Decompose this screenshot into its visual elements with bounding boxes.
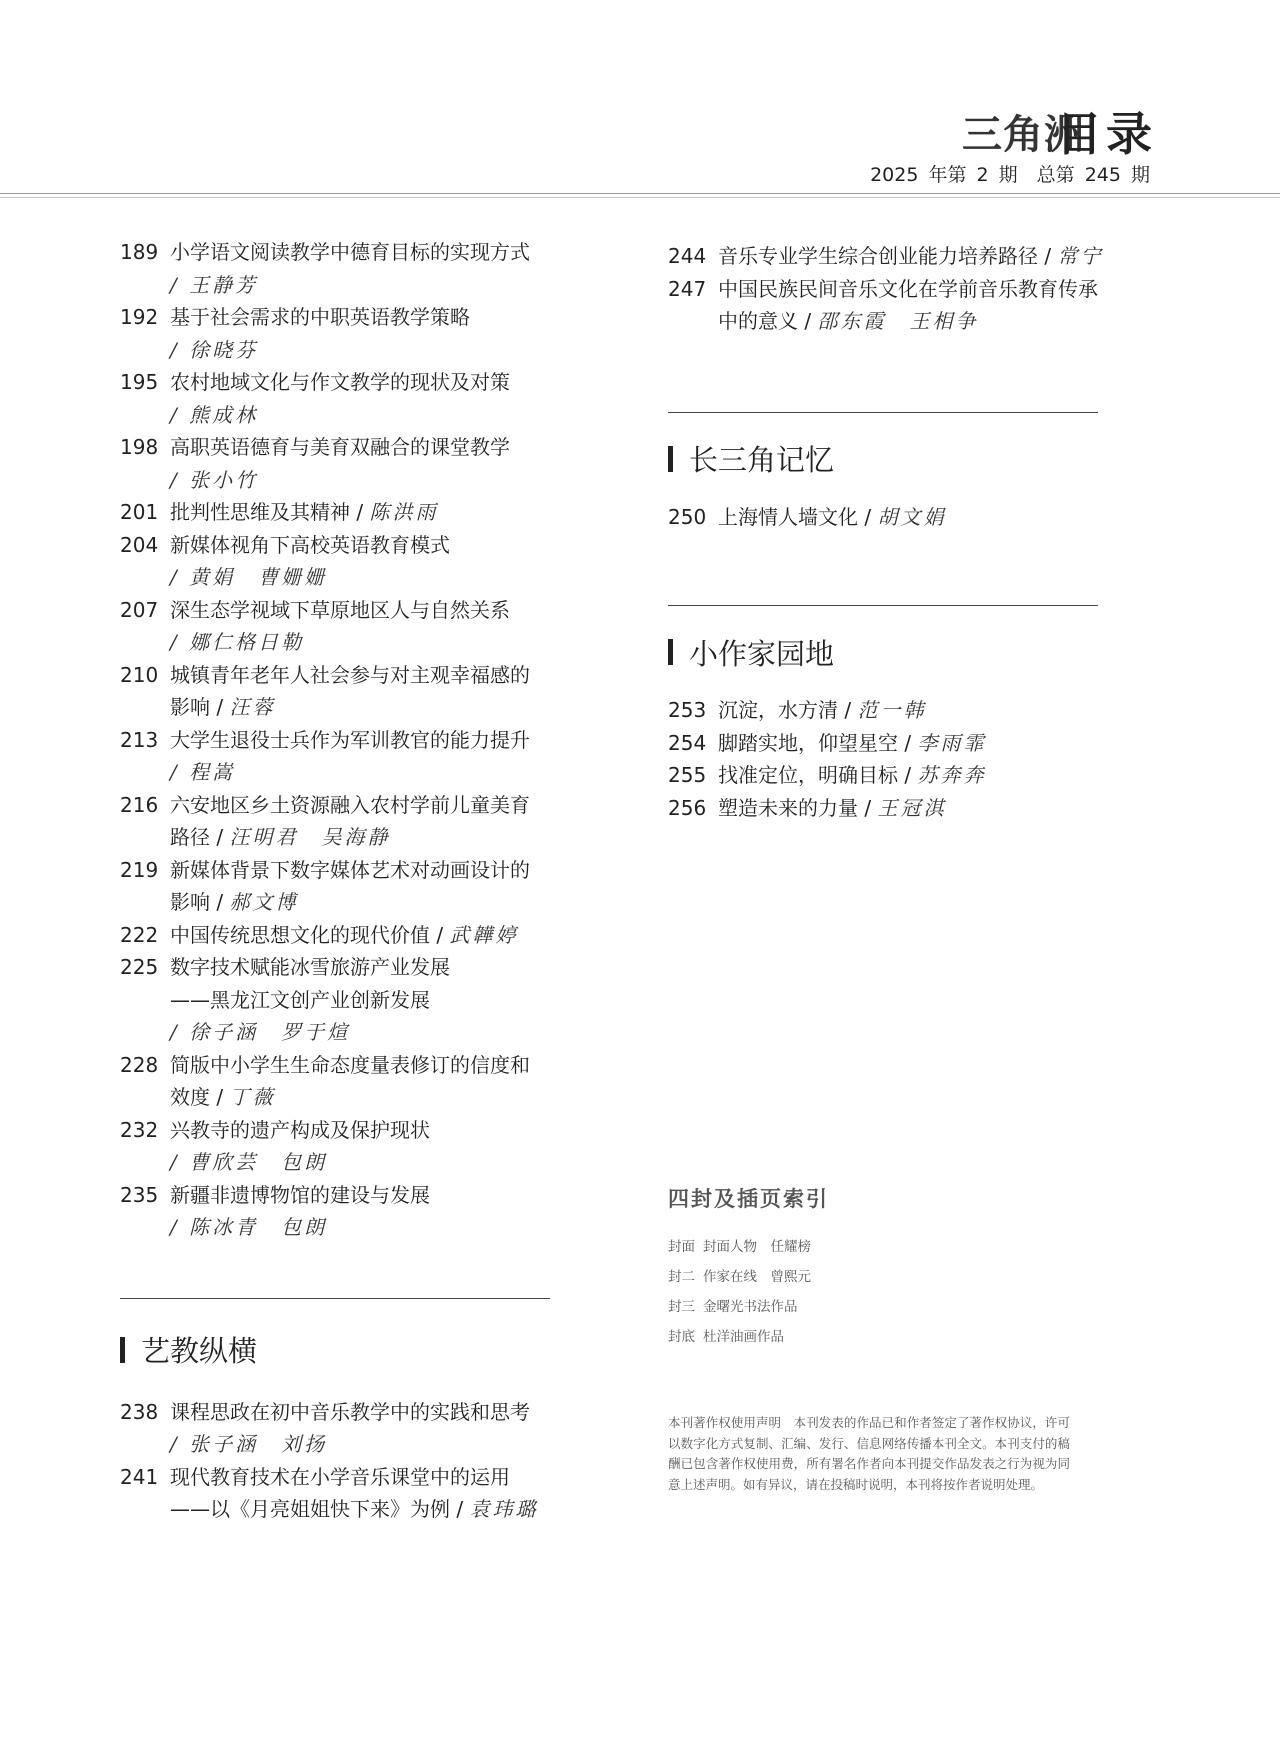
index-key: 封三 [668,1299,695,1315]
article-title: ——黑龙江文创产业创新发展 [170,987,430,1012]
page-number: 247 [668,276,707,301]
page-number: 195 [120,370,159,394]
toc-entry-text [170,529,450,562]
toc-entry [120,1179,580,1244]
toc-list-yijiao [120,1396,580,1526]
page-number: 216 [120,792,159,817]
toc-entry-text [170,789,530,822]
toc-entry-text [718,273,1098,306]
toc-entry-line [120,269,580,302]
toc-entry-text [170,565,327,589]
toc-entry-head [668,759,1148,792]
toc-entry-text [170,301,470,334]
article-author: 王冠淇 [877,795,947,820]
toc-entry [668,727,1148,760]
article-author: / 娜仁格日勒 [170,630,305,654]
article-title: 小学语文阅读教学中德育目标的实现方式 [170,240,530,264]
section-marker-icon [120,1337,125,1363]
article-title: 高职英语德育与美育双融合的课堂教学 [170,435,510,459]
toc-entry [120,724,580,789]
toc-entry-text [170,594,510,627]
article-author: / 程嵩 [170,760,236,784]
toc-entry-line [120,984,580,1017]
article-title: 中国传统思想文化的现代价值 / [170,922,450,947]
section-marker-icon [668,446,673,472]
toc-left-column [120,236,580,1526]
toc-entry [120,431,580,496]
toc-entry [668,501,1148,534]
toc-entry [120,951,580,1049]
index-item [668,1296,811,1326]
page-title: 目录 [1056,107,1156,161]
toc-entry-text [170,951,450,984]
article-title: 上海情人墙文化 / [718,504,878,529]
article-title: 沉淀，水方清 / [718,698,858,722]
index-item [668,1236,811,1266]
toc-entry [120,529,580,594]
toc-entry [120,919,580,952]
index-item [668,1326,811,1356]
page-number: 238 [120,1399,159,1424]
toc-entry-text [170,1396,530,1429]
page-number: 201 [120,500,159,524]
toc-entry [120,854,580,919]
section-heading-label: 长三角记忆 [689,443,835,477]
toc-entry-text [170,496,438,529]
article-title: 批判性思维及其精神 / [170,500,370,524]
article-author: 丁薇 [229,1085,276,1109]
page-number: 210 [120,662,159,687]
toc-list-young [668,694,1148,824]
toc-entry-text [170,468,258,492]
toc-entry-text [718,240,1103,273]
article-title: 基于社会需求的中职英语教学策略 [170,305,470,329]
article-author: / 熊成林 [170,402,259,427]
toc-entry [120,236,580,301]
page-number: 228 [120,1052,159,1077]
toc-entry [668,759,1148,792]
article-author: / 徐晓芬 [170,337,259,362]
toc-entry-line [120,886,580,919]
section-heading-young [668,632,1148,672]
header-rule [0,193,1280,194]
article-title: 找准定位，明确目标 / [718,763,918,787]
toc-entry-text [718,501,946,534]
article-title: 影响 / [170,695,230,719]
article-author: / 王静芳 [170,272,259,297]
index-value: 金曙光书法作品 [703,1299,798,1315]
toc-entry-head [668,240,1148,273]
section-heading-label: 艺教纵横 [141,1334,258,1368]
toc-entry [120,366,580,431]
article-title: 课程思政在初中音乐教学中的实践和思考 [170,1399,530,1424]
toc-entry [668,792,1148,825]
article-title: 脚踏实地，仰望星空 / [718,730,918,755]
article-title: 音乐专业学生综合创业能力培养路径 / [718,244,1058,268]
toc-entry-line [120,561,580,594]
section-heading-yijiao [120,1330,580,1370]
toc-entry-head [668,273,1148,306]
section-heading-memory [668,439,1148,479]
toc-entry-text [170,724,530,757]
page-number: 225 [120,955,159,979]
page-number: 213 [120,727,159,752]
toc-entry-head [120,594,580,627]
page-number: 244 [668,244,707,268]
toc-list-memory [668,501,1148,534]
index-value: 杜洋油画作品 [703,1329,784,1345]
article-title: 中国民族民间音乐文化在学前音乐教育传承 [718,276,1098,301]
article-title: 新媒体背景下数字媒体艺术对动画设计的 [170,857,530,882]
article-title: 路径 / [170,825,230,849]
article-author: 陈洪雨 [369,500,439,524]
section-heading-label: 小作家园地 [689,636,835,671]
toc-entry [120,659,580,724]
article-author: 常宁 [1057,244,1104,268]
toc-entry-text [170,1497,538,1521]
toc-entry-head [120,1461,580,1494]
page-number: 207 [120,597,159,622]
toc-entry-text [170,431,510,464]
index-value: 封面人物 任耀榜 [703,1239,811,1255]
toc-entry-head [668,501,1148,534]
toc-entry-text [170,1432,327,1456]
page-number: 254 [668,730,707,755]
index-key: 封二 [668,1269,695,1285]
toc-entry-head [668,727,1148,760]
article-author: 范一韩 [857,698,927,722]
toc-entry-head [120,951,580,984]
toc-entry-line [120,1493,580,1526]
section-divider-yijiao [120,1298,550,1299]
article-title: 深生态学视域下草原地区人与自然关系 [170,597,510,622]
article-title: 影响 / [170,890,230,914]
toc-list-music [668,240,1148,338]
toc-entry-head [120,854,580,887]
toc-right-column [668,240,1148,824]
page-number: 232 [120,1117,159,1142]
toc-entry [668,694,1148,727]
article-author: / 曹欣芸 包朗 [170,1150,328,1174]
toc-entry-text [170,988,430,1012]
article-author: / 黄娟 曹姗姗 [170,565,328,589]
page-number: 222 [120,922,159,947]
toc-entry-text [170,919,518,952]
toc-entry-head [120,789,580,822]
toc-entry-text [170,338,258,362]
toc-entry-line [120,626,580,659]
page-number: 204 [120,532,159,557]
page-number: 219 [120,857,159,882]
toc-list-main [120,236,580,1244]
toc-entry-line [120,399,580,432]
toc-entry [120,594,580,659]
page-number: 255 [668,763,707,787]
copyright-notice: 本刊著作权使用声明 本刊发表的作品已和作者签定了著作权协议，许可以数字化方式复制、汇编、发行、信息网络传播本刊全文。本刊支付的稿酬已包含著作权使用费，所有署名作者向本刊提交作品发表之行为视为同意上述声明。如有异议，请在投稿时说明，本刊将按作者说明处理。 [668,1415,1070,1492]
toc-entry [668,240,1148,273]
toc-entry-text [170,403,258,427]
article-title: 简版中小学生生命态度量表修订的信度和 [170,1052,530,1077]
issue-info: 2025 年第 2 期 总第 245 期 [870,164,1150,186]
toc-entry-head [120,496,580,529]
insert-index-list [668,1236,811,1356]
toc-entry-line [120,1146,580,1179]
toc-entry-text [170,366,510,399]
toc-entry-text [170,1179,430,1212]
page-number: 253 [668,698,707,722]
page-number: 241 [120,1464,159,1489]
article-author: 李雨霏 [917,730,987,755]
toc-entry-head [120,301,580,334]
toc-entry-head [668,792,1148,825]
toc-entry-line [120,691,580,724]
toc-entry-head [120,659,580,692]
header-logo: 三角洲 [962,112,1085,158]
toc-entry-text [170,695,275,719]
toc-entry-text [170,890,298,914]
toc-entry-text [170,1114,430,1147]
index-value: 作家在线 曾熙元 [703,1269,811,1285]
toc-entry-text [170,1461,510,1494]
page-number: 250 [668,504,707,529]
toc-entry-text [170,760,235,784]
section-divider-memory [668,412,1098,413]
toc-entry-line [120,756,580,789]
article-title: 现代教育技术在小学音乐课堂中的运用 [170,1464,510,1489]
toc-entry-text [170,854,530,887]
toc-entry-head [120,529,580,562]
article-title: 新疆非遗博物馆的建设与发展 [170,1182,430,1207]
toc-entry-text [718,309,978,333]
article-author: 汪明君 吴海静 [229,825,391,849]
toc-entry-text [170,825,390,849]
toc-entry-head [120,724,580,757]
toc-entry [668,273,1148,338]
toc-entry [120,1396,580,1461]
page-number: 189 [120,240,159,264]
toc-entry-text [170,659,530,692]
toc-entry-line [668,305,1148,338]
article-author: / 张小竹 [170,467,259,492]
toc-entry-text [718,759,986,792]
toc-entry [120,789,580,854]
toc-entry-line [120,464,580,497]
section-marker-icon [668,639,673,665]
toc-entry-head [120,366,580,399]
toc-entry-text [170,1215,327,1239]
index-key: 封面 [668,1239,695,1255]
toc-entry-head [120,431,580,464]
section-divider-young [668,605,1098,606]
index-item [668,1266,811,1296]
insert-index-heading: 四封及插页索引 [668,1186,829,1211]
toc-entry-head [668,694,1148,727]
toc-entry-text [170,1049,530,1082]
toc-entry-line [120,334,580,367]
article-author: 胡文娟 [877,504,947,529]
toc-entry-line [120,1081,580,1114]
page-number: 192 [120,305,159,329]
toc-entry [120,1049,580,1114]
article-author: 汪蓉 [229,695,276,719]
toc-entry-line [120,1016,580,1049]
article-title: 数字技术赋能冰雪旅游产业发展 [170,955,450,979]
toc-entry [120,301,580,366]
article-title: 城镇青年老年人社会参与对主观幸福感的 [170,662,530,687]
article-title: 农村地域文化与作文教学的现状及对策 [170,370,510,394]
toc-entry [120,496,580,529]
toc-entry-text [718,694,926,727]
toc-entry-line [120,821,580,854]
article-title: 六安地区乡土资源融入农村学前儿童美育 [170,792,530,817]
article-author: / 张子涵 刘扬 [170,1432,328,1456]
toc-entry-head [120,236,580,269]
header-rule-secondary [0,197,1280,198]
toc-entry-head [120,1179,580,1212]
toc-entry [120,1114,580,1179]
toc-entry-text [170,1020,350,1044]
toc-entry-text [170,236,530,269]
article-title: 中的意义 / [718,309,818,333]
toc-entry-head [120,1396,580,1429]
article-author: / 陈冰青 包朗 [170,1215,328,1239]
page-number: 198 [120,435,159,459]
article-title: 效度 / [170,1085,230,1109]
article-author: 邵东霞 王相争 [817,309,979,333]
article-author: 武韡婷 [449,922,519,947]
article-title: 新媒体视角下高校英语教育模式 [170,532,450,557]
page-number: 256 [668,795,707,820]
toc-entry-head [120,1114,580,1147]
article-author: 郝文博 [229,890,299,914]
toc-entry-text [170,273,258,297]
toc-entry-line [120,1211,580,1244]
toc-entry-text [170,1085,275,1109]
toc-entry-text [718,727,986,760]
toc-entry [120,1461,580,1526]
article-title: 大学生退役士兵作为军训教官的能力提升 [170,727,530,752]
page-number: 235 [120,1182,159,1207]
article-title: 塑造未来的力量 / [718,795,878,820]
toc-entry-text [718,792,946,825]
article-title: ——以《月亮姐姐快下来》为例 / [170,1497,470,1521]
toc-entry-line [120,1428,580,1461]
toc-entry-text [170,630,304,654]
article-author: 袁玮璐 [469,1497,539,1521]
article-author: 苏奔奔 [917,763,987,787]
toc-entry-head [120,919,580,952]
toc-entry-head [120,1049,580,1082]
article-author: / 徐子涵 罗于煊 [170,1020,351,1044]
index-key: 封底 [668,1329,695,1345]
toc-entry-text [170,1150,327,1174]
article-title: 兴教寺的遗产构成及保护现状 [170,1117,430,1142]
